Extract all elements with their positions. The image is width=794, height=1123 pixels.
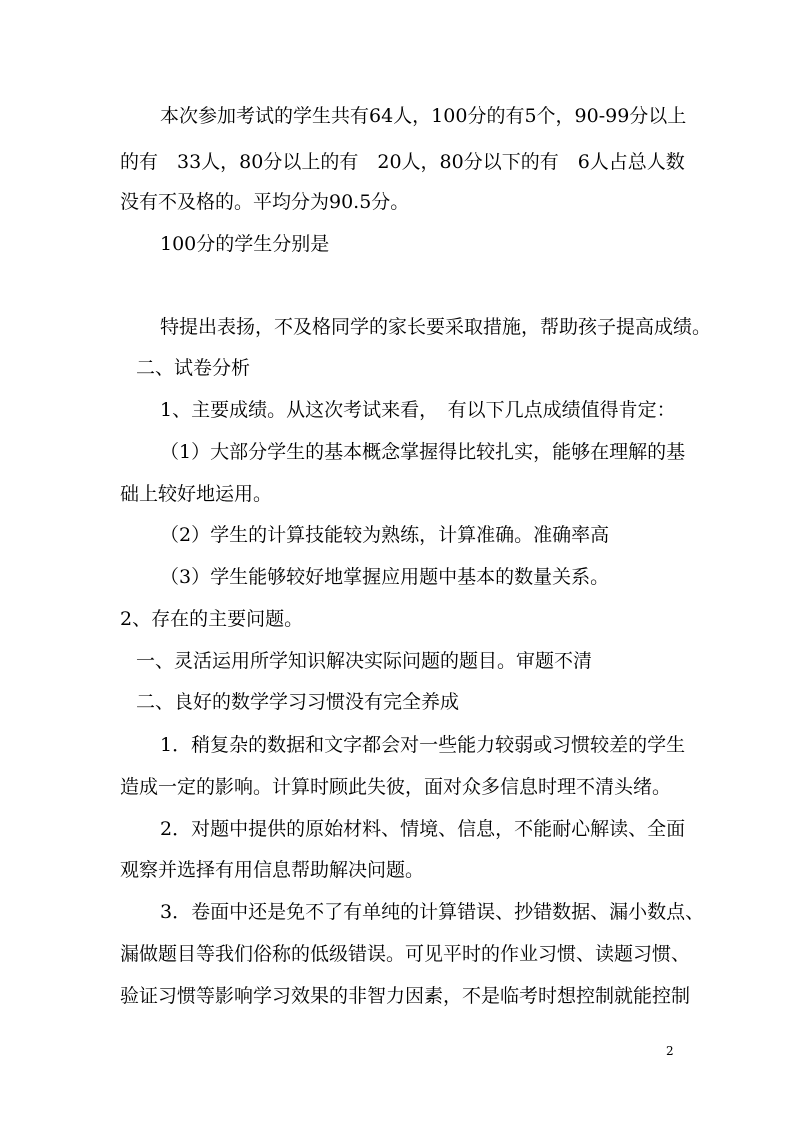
text-line: 没有不及格的。平均分为90.5分。	[120, 191, 410, 213]
text-line: 3．卷面中还是免不了有单纯的计算错误、抄错数据、漏小数点、	[160, 901, 705, 923]
section-heading: 二、试卷分析	[136, 357, 251, 379]
text-line: 1、主要成绩。从这次考试来看， 有以下几点成绩值得肯定：	[160, 399, 676, 421]
text-line: （2）学生的计算技能较为熟练，计算准确。准确率高	[160, 524, 610, 546]
text-line: 观察并选择有用信息帮助解决问题。	[120, 859, 425, 881]
text-line: （3）学生能够较好地掌握应用题中基本的数量关系。	[160, 566, 610, 588]
text-line: 2．对题中提供的原始材料、情境、信息，不能耐心解读、全面	[160, 818, 686, 840]
text-line: （1）大部分学生的基本概念掌握得比较扎实，能够在理解的基	[160, 441, 686, 463]
text-line: 二、良好的数学学习习惯没有完全养成	[136, 691, 460, 713]
text-line: 本次参加考试的学生共有64人，100分的有5个，90-99分以上	[160, 105, 687, 127]
text-line: 造成一定的影响。计算时顾此失彼，面对众多信息时理不清头绪。	[120, 776, 672, 798]
text-line: 特提出表扬，不及格同学的家长要采取措施，帮助孩子提高成绩。	[160, 316, 712, 338]
text-line: 的有 33人，80分以上的有 20人，80分以下的有 6人占总人数	[120, 151, 685, 173]
text-line: 础上较好地运用。	[120, 483, 273, 505]
text-line: 漏做题目等我们俗称的低级错误。可见平时的作业习惯、读题习惯、	[120, 943, 691, 965]
text-line: 验证习惯等影响学习效果的非智力因素，不是临考时想控制就能控制	[120, 985, 691, 1007]
page-number: 2	[666, 1044, 674, 1058]
text-line: 100分的学生分别是	[160, 233, 330, 255]
text-line: 一、灵活运用所学知识解决实际问题的题目。审题不清	[136, 650, 593, 672]
section-heading: 2、存在的主要问题。	[120, 608, 304, 630]
text-line: 1．稍复杂的数据和文字都会对一些能力较弱或习惯较差的学生	[160, 734, 686, 756]
